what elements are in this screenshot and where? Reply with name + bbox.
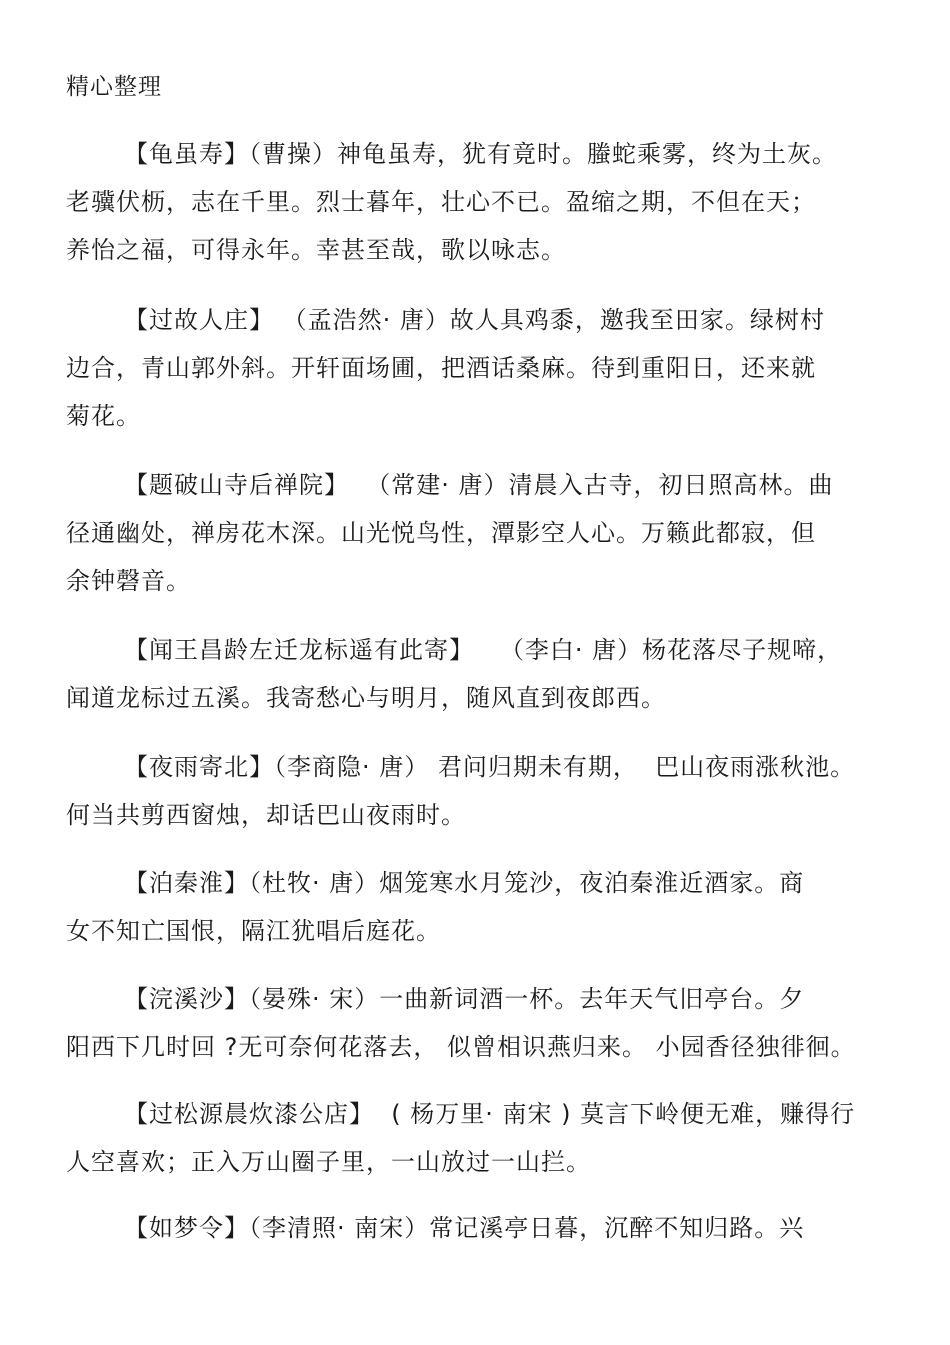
poem-line: 【泊秦淮】（杜牧· 唐）烟笼寒水月笼沙，夜泊秦淮近酒家。商 [124, 869, 805, 897]
poem-line: 余钟磬音。 [66, 567, 191, 595]
poem-line: 【浣溪沙】（晏殊· 宋）一曲新词酒一杯。去年天气旧亭台。夕 [124, 985, 805, 1013]
poem-line: 【过松源晨炊漆公店】 ( 杨万里· 南宋 ) 莫言下岭便无难，赚得行 [124, 1100, 856, 1128]
poem-line: 人空喜欢；正入万山圈子里，一山放过一山拦。 [66, 1148, 591, 1176]
poem-line: 边合，青山郭外斜。开轩面场圃，把酒话桑麻。待到重阳日，还来就 [66, 354, 816, 382]
poem-ye-yu-ji-bei [66, 743, 866, 839]
poem-guo-gu-ren-zhuang [66, 296, 866, 440]
poem-line: 女不知亡国恨，隔江犹唱后庭花。 [66, 917, 441, 945]
poem-line: 闻道龙标过五溪。我寄愁心与明月，随风直到夜郎西。 [66, 684, 666, 712]
poem-bo-qin-huai [66, 859, 866, 955]
poem-line: 阳西下几时回 ?无可奈何花落去， 似曾相识燕归来。 小园香径独徘徊。 [66, 1033, 856, 1061]
poem-wen-wang-chang-ling [66, 626, 866, 722]
poem-line: 养怡之福，可得永年。幸甚至哉，歌以咏志。 [66, 236, 566, 264]
poem-line: 老骥伏枥，志在千里。烈士暮年，壮心不已。盈缩之期，不但在天； [66, 188, 816, 216]
poem-line: 径通幽处，禅房花木深。山光悦鸟性，潭影空人心。万籁此都寂，但 [66, 519, 816, 547]
poem-line: 【如梦令】（李清照· 南宋）常记溪亭日暮，沉醉不知归路。兴 [124, 1214, 805, 1242]
poem-ru-meng-ling [66, 1204, 866, 1252]
poem-huan-xi-sha [66, 975, 866, 1071]
poem-line: 【龟虽寿】（曹操）神龟虽寿，犹有竟时。螣蛇乘雾，终为土灰。 [124, 140, 837, 168]
poem-line: 【闻王昌龄左迁龙标遥有此寄】 （李白· 唐）杨花落尽子规啼， [124, 636, 843, 664]
poem-guo-song-yuan [66, 1090, 866, 1186]
poem-line: 何当共剪西窗烛，却话巴山夜雨时。 [66, 801, 466, 829]
page-header: 精心整理 [66, 74, 162, 100]
poem-line: 【过故人庄】 （孟浩然· 唐）故人具鸡黍，邀我至田家。绿树村 [124, 306, 825, 334]
poem-line: 【题破山寺后禅院】 （常建· 唐）清晨入古寺，初日照高林。曲 [124, 471, 834, 499]
poem-line: 【夜雨寄北】（李商隐· 唐） 君问归期未有期， 巴山夜雨涨秋池。 [124, 753, 856, 781]
poem-gui-sui-shou [66, 130, 866, 274]
poem-line: 菊花。 [66, 402, 141, 430]
poem-ti-po-shan-si [66, 461, 866, 605]
